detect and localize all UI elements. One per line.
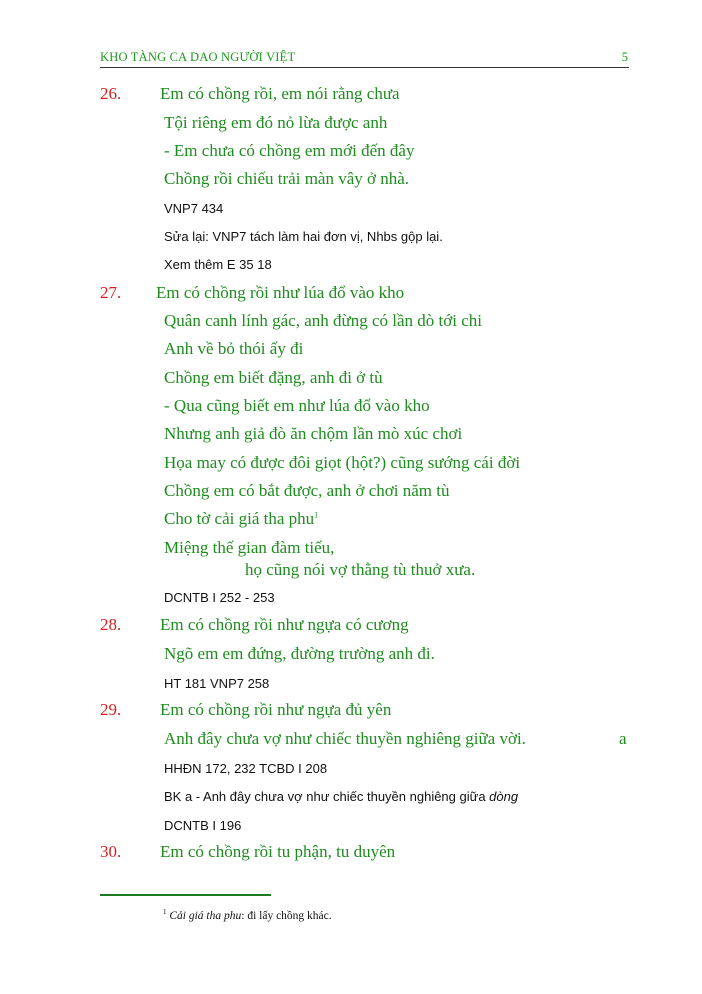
- verse-first-line: Em có chồng rồi như ngựa đủ yên: [160, 700, 392, 719]
- verse-line: Tội riêng em đó nỏ lừa được anh: [164, 113, 388, 132]
- verse-line: Quân canh lính gác, anh đừng có lần dò tới chi: [164, 311, 482, 330]
- footnote: [163, 908, 332, 922]
- entry-number: 27.: [100, 283, 122, 302]
- verse-line: Anh về bỏ thói ấy đi: [164, 339, 304, 358]
- verse-line: - Em chưa có chồng em mới đến đây: [164, 141, 415, 160]
- verse-line: Chồng rồi chiếu trải màn vây ở nhà.: [164, 169, 410, 188]
- verse-line: Miệng thế gian đàm tiếu,: [164, 538, 335, 557]
- source-citation: Sửa lại: VNP7 tách làm hai đơn vị, Nhbs gộp lại.: [164, 229, 443, 244]
- verse-line: - Qua cũng biết em như lúa đổ vào kho: [164, 396, 430, 415]
- running-header: [100, 50, 629, 68]
- verse-line: [164, 509, 318, 529]
- book-title: KHO TÀNG CA DAO NGƯỜI VIỆT: [100, 50, 296, 64]
- footnote-term: Cải giá tha phu: [169, 909, 242, 922]
- entry-number: 26.: [100, 84, 122, 103]
- variant-note-text: BK a - Anh đây chưa vợ như chiếc thuyền nghiêng giữa: [164, 789, 490, 804]
- verse-line: Nhưng anh giả đò ăn chộm lần mò xúc chơi: [164, 424, 463, 443]
- variant-marker: a: [619, 729, 627, 748]
- verse-first-line: Em có chồng rồi như ngựa có cương: [160, 615, 409, 634]
- entry-number: 30.: [100, 842, 122, 861]
- verse-line-text: Cho tờ cải giá tha phu: [164, 509, 315, 528]
- footnote-definition: : đi lấy chồng khác.: [241, 909, 332, 922]
- variant-note: [164, 789, 518, 804]
- verse-first-line: Em có chồng rồi như lúa đổ vào kho: [156, 283, 405, 302]
- verse-line-indented: họ cũng nói vợ thằng tù thuở xưa.: [245, 560, 476, 579]
- source-citation: DCNTB I 252 - 253: [164, 590, 275, 605]
- footnote-separator: [100, 894, 271, 896]
- verse-line: Anh đây chưa vợ như chiếc thuyền nghiêng giữa vời.: [164, 729, 526, 748]
- verse-line: Chồng em biết đặng, anh đi ở tù: [164, 368, 383, 387]
- source-citation: HHĐN 172, 232 TCBD I 208: [164, 761, 328, 776]
- verse-first-line: Em có chồng rồi tu phận, tu duyên: [160, 842, 396, 861]
- verse-first-line: Em có chồng rồi, em nói rằng chưa: [160, 84, 400, 103]
- source-citation: VNP7 434: [164, 201, 224, 216]
- verse-line: Họa may có được đôi giọt (hột?) cũng sướng cái đời: [164, 453, 521, 472]
- footnote-marker[interactable]: 1: [314, 510, 319, 520]
- source-citation: DCNTB I 196: [164, 818, 242, 833]
- verse-line: Ngõ em em đứng, đường trường anh đi.: [164, 644, 435, 663]
- footnote-number: 1: [163, 908, 167, 916]
- page-number: 5: [621, 50, 628, 64]
- entry-number: 28.: [100, 615, 122, 634]
- entry-number: 29.: [100, 700, 122, 719]
- variant-note-italic: dòng: [489, 789, 519, 804]
- verse-line: Chồng em có bắt được, anh ở chơi năm tù: [164, 481, 450, 500]
- source-citation: Xem thêm E 35 18: [164, 257, 272, 272]
- source-citation: HT 181 VNP7 258: [164, 676, 270, 691]
